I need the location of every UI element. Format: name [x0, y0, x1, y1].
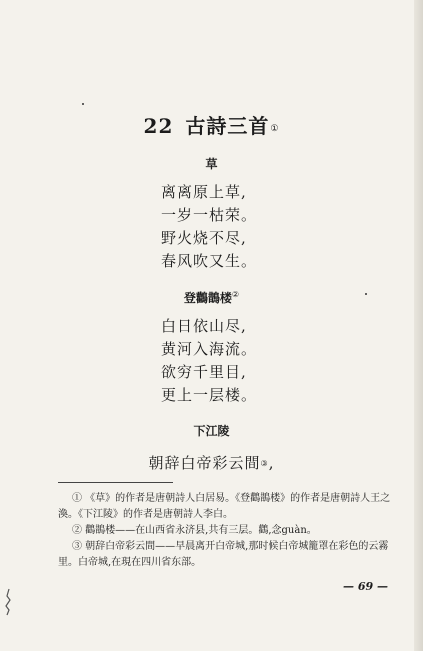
lesson-number: 22	[143, 114, 174, 138]
poem-line: 离离原上草,	[161, 183, 247, 201]
footnote-rule	[58, 482, 173, 483]
poem-1-heading	[0, 155, 423, 172]
poem-line: 黄河入海流。	[161, 340, 258, 358]
lesson-title	[0, 110, 423, 139]
poem-3-heading-text: 下江陵	[193, 424, 230, 438]
poem-1-heading-text: 草	[205, 157, 218, 171]
lesson-title-text: 古詩三首	[185, 114, 270, 138]
poem-line: 欲穷千里目,	[161, 363, 247, 381]
margin-mark	[4, 588, 14, 616]
footnotes	[58, 491, 402, 571]
footnote-1: ① 《草》的作者是唐朝詩人白居易。《登鸛鵲楼》的作者是唐朝詩人王之渙。《下江陵》的作者是唐朝詩人李白。	[58, 493, 391, 520]
poem-line: 朝辞白帝彩云間	[148, 454, 261, 472]
poem-2-heading-text: 登鸛鵲楼	[183, 291, 232, 305]
title-note-marker: ①	[270, 124, 280, 134]
page-edge-shadow	[414, 0, 423, 651]
poem-2-heading	[0, 289, 423, 306]
poem-line: 更上一层楼。	[161, 386, 258, 404]
poem-line-end: ,	[268, 454, 275, 472]
poem-2-note-marker: ②	[231, 290, 240, 299]
poem-line: 白日依山尽,	[161, 317, 247, 335]
footnote-2: ② 鸛鵲楼——在山西省永济县,共有三层。鸛,念guàn。	[72, 525, 317, 536]
poem-3-heading	[0, 422, 423, 439]
poem-2-stanza	[161, 315, 257, 407]
page-number: — 69 —	[343, 580, 388, 593]
poem-line: 春风吹又生。	[161, 252, 258, 270]
poem-3-first-line	[0, 452, 423, 473]
speck	[82, 103, 84, 105]
poem-line: 野火烧不尽,	[161, 229, 247, 247]
footnote-3: ③ 朝辞白帝彩云間——早晨离开白帝城,那时候白帝城籠罩在彩色的云霧里。白帝城,在現在四川省东部。	[58, 541, 389, 568]
poem-line: 一岁一枯荣。	[161, 206, 258, 224]
poem-1-stanza	[161, 181, 257, 273]
poem-3-note-marker: ③	[260, 459, 269, 468]
